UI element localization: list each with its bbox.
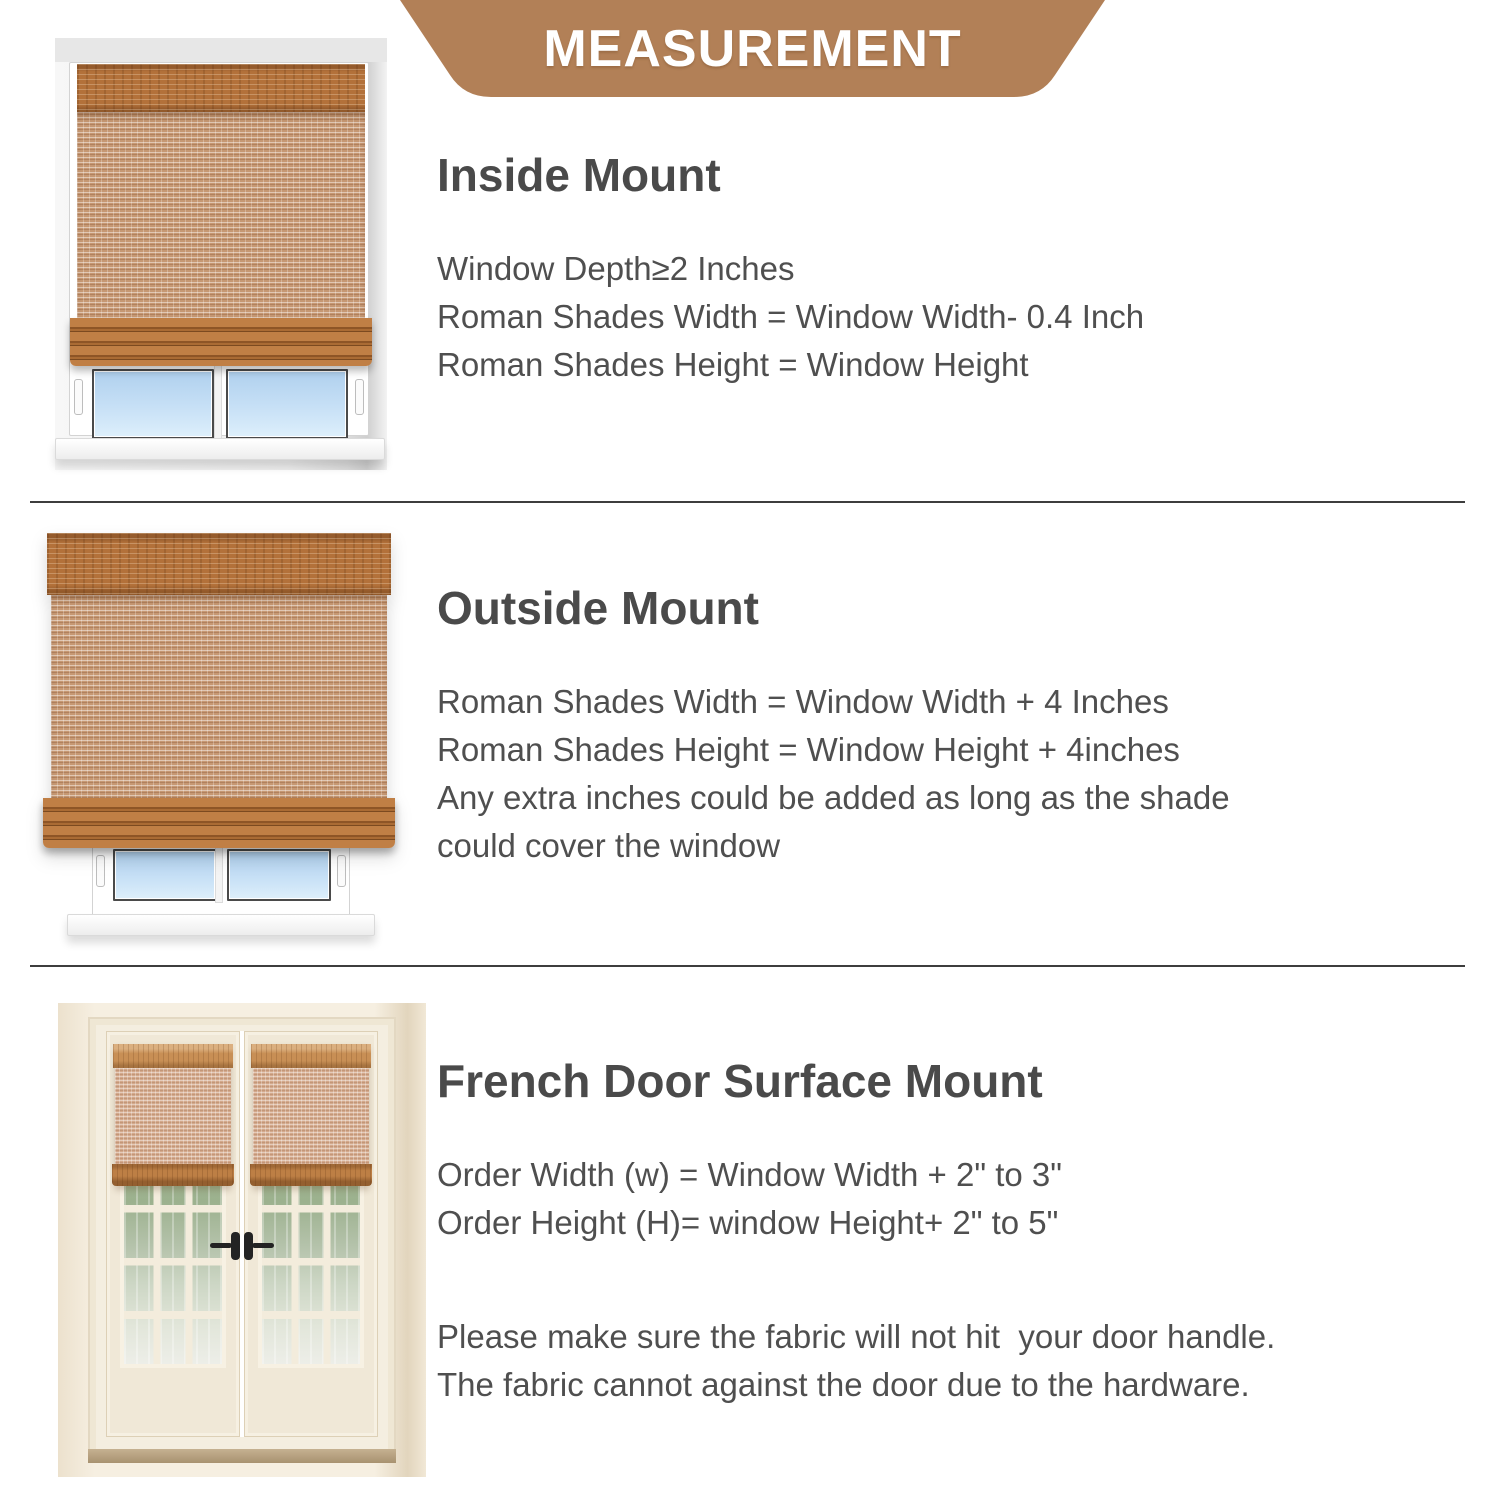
shade-bottom-band <box>112 1164 234 1186</box>
shade-bottom-folds <box>70 318 372 366</box>
section-divider-1 <box>30 501 1465 503</box>
shade-valance <box>47 533 391 595</box>
outside-mount-text <box>437 583 1230 870</box>
window-sill <box>55 438 385 460</box>
header-banner <box>400 0 1105 97</box>
window-handle-right <box>337 855 346 887</box>
window-pane-left <box>92 369 214 439</box>
note-line: The fabric cannot against the door due to the hardware. <box>437 1365 1250 1403</box>
window-mullion <box>214 365 222 441</box>
door-threshold <box>88 1449 396 1463</box>
french-door-text <box>437 1056 1275 1409</box>
measurement-line: Order Height (H)= window Height+ 2" to 5" <box>437 1203 1059 1241</box>
window-handle-left <box>96 855 105 887</box>
door-leaf-right <box>244 1031 378 1437</box>
window-pane-right <box>227 849 331 901</box>
measurement-line: Window Depth≥2 Inches <box>437 249 795 287</box>
shade-bottom-band <box>250 1164 372 1186</box>
door-handle-left <box>231 1232 240 1260</box>
window-mullion <box>215 845 223 903</box>
outside-mount-illustration <box>30 518 435 958</box>
measurement-line: Order Width (w) = Window Width + 2" to 3" <box>437 1155 1062 1193</box>
shade-bottom-folds <box>43 798 395 848</box>
french-door-illustration <box>58 1003 426 1477</box>
measurement-line: Any extra inches could be added as long as the shade <box>437 778 1230 816</box>
measurement-line: Roman Shades Width = Window Width + 4 Inches <box>437 682 1169 720</box>
wall-strip <box>55 38 387 62</box>
section-heading: Inside Mount <box>437 149 721 201</box>
roman-shade <box>77 64 365 366</box>
window-pane-left <box>113 849 217 901</box>
door-handle-right <box>244 1232 253 1260</box>
inside-mount-text <box>437 150 1144 389</box>
section-heading: Outside Mount <box>437 582 759 634</box>
shade-body <box>51 595 387 798</box>
inside-mount-illustration <box>55 38 387 470</box>
measurement-line: Roman Shades Height = Window Height + 4inches <box>437 730 1180 768</box>
banner-title: MEASUREMENT <box>543 19 962 78</box>
door-roman-shade-left <box>115 1044 231 1186</box>
section-heading: French Door Surface Mount <box>437 1055 1043 1107</box>
window-sill <box>67 914 375 936</box>
french-doors <box>106 1031 378 1437</box>
door-roman-shade-right <box>253 1044 369 1186</box>
window-handle-left <box>74 379 83 415</box>
shade-body <box>253 1068 369 1164</box>
door-leaf-left <box>106 1031 240 1437</box>
section-divider-2 <box>30 965 1465 967</box>
measurement-line: Roman Shades Height = Window Height <box>437 345 1029 383</box>
window-handle-right <box>355 379 364 415</box>
shade-valance <box>251 1044 371 1068</box>
window-pane-right <box>226 369 348 439</box>
roman-shade <box>51 533 387 848</box>
shade-valance <box>77 64 365 112</box>
measurement-line: Roman Shades Width = Window Width- 0.4 Inch <box>437 297 1145 335</box>
shade-body <box>115 1068 231 1164</box>
measurement-line: could cover the window <box>437 826 781 864</box>
note-line: Please make sure the fabric will not hit your door handle. <box>437 1317 1276 1355</box>
shade-valance <box>113 1044 233 1068</box>
shade-body <box>77 112 365 318</box>
